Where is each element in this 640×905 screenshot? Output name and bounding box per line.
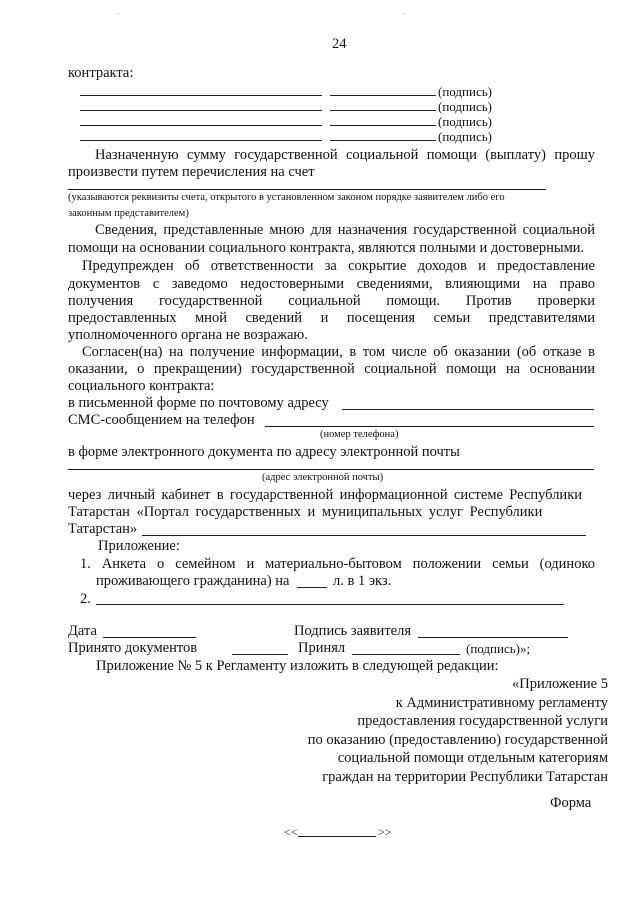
para-agree-line: Согласен(на) на получение информации, в том числе об оказании (об отказе в	[82, 344, 595, 360]
para-transfer-line: Назначенную сумму государственной социальной помощи (выплату) прошу	[95, 147, 595, 163]
page-number: 24	[332, 36, 347, 52]
cabinet-line: через личный кабинет в государственной информационной системе Республики	[68, 487, 582, 503]
attachments-label: Приложение:	[98, 538, 180, 554]
cabinet-fill-line	[142, 535, 586, 536]
appendix-line: предоставления государственной услуги	[357, 713, 608, 729]
by-sms-label: СМС-сообщением на телефон	[68, 412, 255, 428]
applicant-sign-line	[418, 637, 568, 638]
attachment-item: 2.	[80, 591, 91, 607]
email-note: (адрес электронной почты)	[262, 472, 384, 483]
contract-continued: контракта:	[68, 65, 134, 81]
appendix-line: «Приложение 5	[512, 676, 608, 692]
appendix-line: по оказанию (предоставлению) государственной	[307, 731, 608, 748]
signature-label: (подпись)	[438, 84, 492, 99]
cabinet-line: Татарстан «Портал государственных и муниципальных услуг Республики	[68, 504, 543, 520]
para-agree-line: оказании, о прекращении) государственной социальной помощи на основании	[68, 361, 595, 377]
appendix-heading	[308, 675, 608, 786]
attachment-item: 1. Анкета о семейном и материально-бытовом положении семьи (одиноко	[80, 556, 595, 572]
attachment-item: проживающего гражданина) на	[96, 573, 290, 589]
attachment-2-line	[96, 604, 564, 605]
docs-received-line	[232, 654, 288, 655]
sign-close-label: (подпись)»;	[466, 641, 531, 656]
form-label: Форма	[550, 795, 592, 811]
cabinet-line: Татарстан»	[68, 521, 138, 537]
phone-line	[265, 426, 594, 427]
appendix-line: граждан на территории Республики Татарстан	[322, 768, 608, 785]
date-label: Дата	[68, 623, 97, 639]
para-warn-line: документов с заведомо недостоверными сведениями, влияющими на право	[68, 276, 595, 292]
signature-label: (подпись)	[438, 114, 492, 129]
applicant-sign-label: Подпись заявителя	[294, 623, 411, 639]
account-note: (указываются реквизиты счета, открытого в установленном законом порядке заявителем либо его	[68, 192, 505, 203]
docs-received-label: Принято документов	[68, 640, 198, 656]
para-transfer-line: произвести путем перечисления на счет	[68, 164, 315, 180]
appendix-line: социальной помощи отдельным категориям	[337, 750, 608, 766]
accepted-label: Принял	[298, 640, 346, 656]
para-warn-line: получения государственной социальной помощи. Против проверки	[68, 293, 595, 309]
email-line	[68, 469, 594, 470]
para-info-line: Сведения, представленные мною для назначения государственной социальной	[95, 222, 595, 238]
para-warn-line: предоставленных мной сведений и посещения семьи представителями	[68, 310, 595, 326]
postal-address-line	[342, 409, 594, 410]
by-post-label: в письменной форме по почтовому адресу	[68, 395, 329, 411]
para-warn-line: уполномоченного органа не возражаю.	[68, 327, 308, 343]
date-line	[103, 637, 196, 638]
quote-open: <<	[284, 825, 298, 839]
para-info-line: помощи на основании социального контракта, являются полными и достоверными.	[68, 240, 585, 256]
signature-label: (подпись)	[438, 129, 492, 144]
signature-label: (подпись)	[438, 99, 492, 114]
phone-note: (номер телефона)	[320, 429, 399, 440]
form-number-line	[298, 836, 376, 837]
appendix-statement: Приложение № 5 к Регламенту изложить в следующей редакции:	[96, 658, 499, 674]
accepted-line	[352, 654, 460, 655]
sheets-count-line	[297, 587, 327, 588]
account-line	[68, 189, 546, 190]
para-warn-line: Предупрежден об ответственности за сокрытие доходов и предоставление	[82, 258, 595, 274]
quote-close: >>	[378, 825, 392, 839]
by-email-label: в форме электронного документа по адресу электронной почты	[68, 444, 460, 460]
attachment-item: л. в 1 экз.	[333, 573, 392, 589]
appendix-line: к Административному регламенту	[395, 694, 608, 711]
account-note: законным представителем)	[68, 208, 189, 219]
para-agree-line: социального контракта:	[68, 378, 215, 394]
